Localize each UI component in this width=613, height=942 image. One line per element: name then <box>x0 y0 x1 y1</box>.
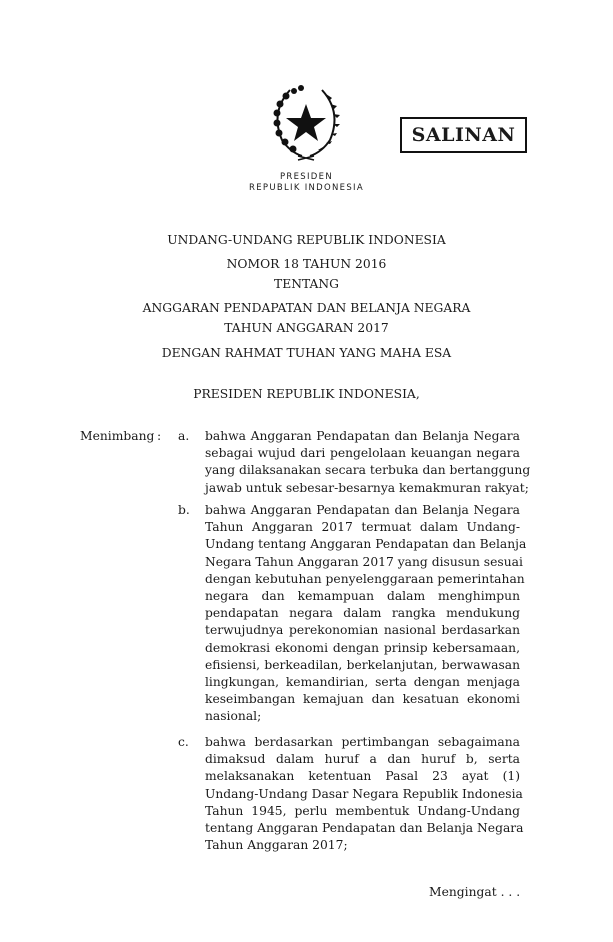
menimbang-label: Menimbang <box>80 429 155 443</box>
item-text-line: nasional; <box>205 709 262 724</box>
item-text-line: melaksanakan ketentuan Pasal 23 ayat (1) <box>205 769 520 784</box>
item-text-line: Undang tentang Anggaran Pendapatan dan Belanja <box>205 537 527 552</box>
item-text-line: efisiensi, berkeadilan, berkelanjutan, berwawasan <box>205 657 520 672</box>
item-text-line: keseimbangan kemajuan dan kesatuan ekonomi <box>205 692 520 707</box>
item-text-line: Undang-Undang Dasar Negara Republik Indonesia <box>205 786 523 801</box>
law-title: UNDANG-UNDANG REPUBLIK INDONESIA <box>167 233 446 247</box>
tentang-heading: TENTANG <box>274 277 339 291</box>
law-number: NOMOR 18 TAHUN 2016 <box>226 257 387 271</box>
item-text-line: terwujudnya perekonomian nasional berdasarkan <box>205 623 520 638</box>
item-marker: c. <box>178 735 189 749</box>
item-text-line: pendapatan negara dalam rangka mendukung <box>205 606 520 621</box>
item-text-line: Negara Tahun Anggaran 2017 yang disusun sesuai <box>205 554 523 569</box>
item-text-line: sebagai wujud dari pengelolaan keuangan negara <box>205 446 520 461</box>
item-text-line: bahwa Anggaran Pendapatan dan Belanja Negara <box>205 429 520 443</box>
item-text-line: bahwa Anggaran Pendapatan dan Belanja Negara <box>205 503 520 517</box>
item-text-line: dengan kebutuhan penyelenggaraan pemerintahan <box>205 571 525 586</box>
item-text-line: negara dan kemampuan dalam menghimpun <box>205 589 520 603</box>
menimbang-colon: : <box>157 429 162 443</box>
item-text-line: dimaksud dalam huruf a dan huruf b, serta <box>205 752 520 767</box>
garuda-star-emblem <box>268 82 344 162</box>
item-text-line: Tahun 1945, perlu membentuk Undang-Undang <box>205 803 520 818</box>
office-line-republik: REPUBLIK INDONESIA <box>249 183 364 193</box>
item-text-line: demokrasi ekonomi dengan prinsip kebersamaan, <box>205 640 520 655</box>
item-text-line: Tahun Anggaran 2017; <box>205 838 348 853</box>
item-text-line: yang dilaksanakan secara terbuka dan bertanggung <box>205 463 531 478</box>
fiscal-year: TAHUN ANGGARAN 2017 <box>224 321 389 335</box>
item-text-line: jawab untuk sebesar-besarnya kemakmuran rakyat; <box>205 480 529 495</box>
office-line-presiden: PRESIDEN <box>280 172 333 182</box>
enacting-authority: PRESIDEN REPUBLIK INDONESIA, <box>193 387 420 401</box>
item-text-line: tentang Anggaran Pendapatan dan Belanja Negara <box>205 821 524 835</box>
next-page-catchword: Mengingat . . . <box>429 885 521 899</box>
item-text-line: Tahun Anggaran 2017 termuat dalam Undang- <box>205 520 520 535</box>
law-subject: ANGGARAN PENDAPATAN DAN BELANJA NEGARA <box>142 301 471 315</box>
salinan-stamp: SALINAN <box>400 117 527 153</box>
item-marker: a. <box>178 429 190 443</box>
item-text-line: bahwa berdasarkan pertimbangan sebagaimana <box>205 735 520 749</box>
item-marker: b. <box>178 503 190 517</box>
preamble-invocation: DENGAN RAHMAT TUHAN YANG MAHA ESA <box>161 346 452 360</box>
item-text-line: lingkungan, kemandirian, serta dengan menjaga <box>205 675 520 689</box>
